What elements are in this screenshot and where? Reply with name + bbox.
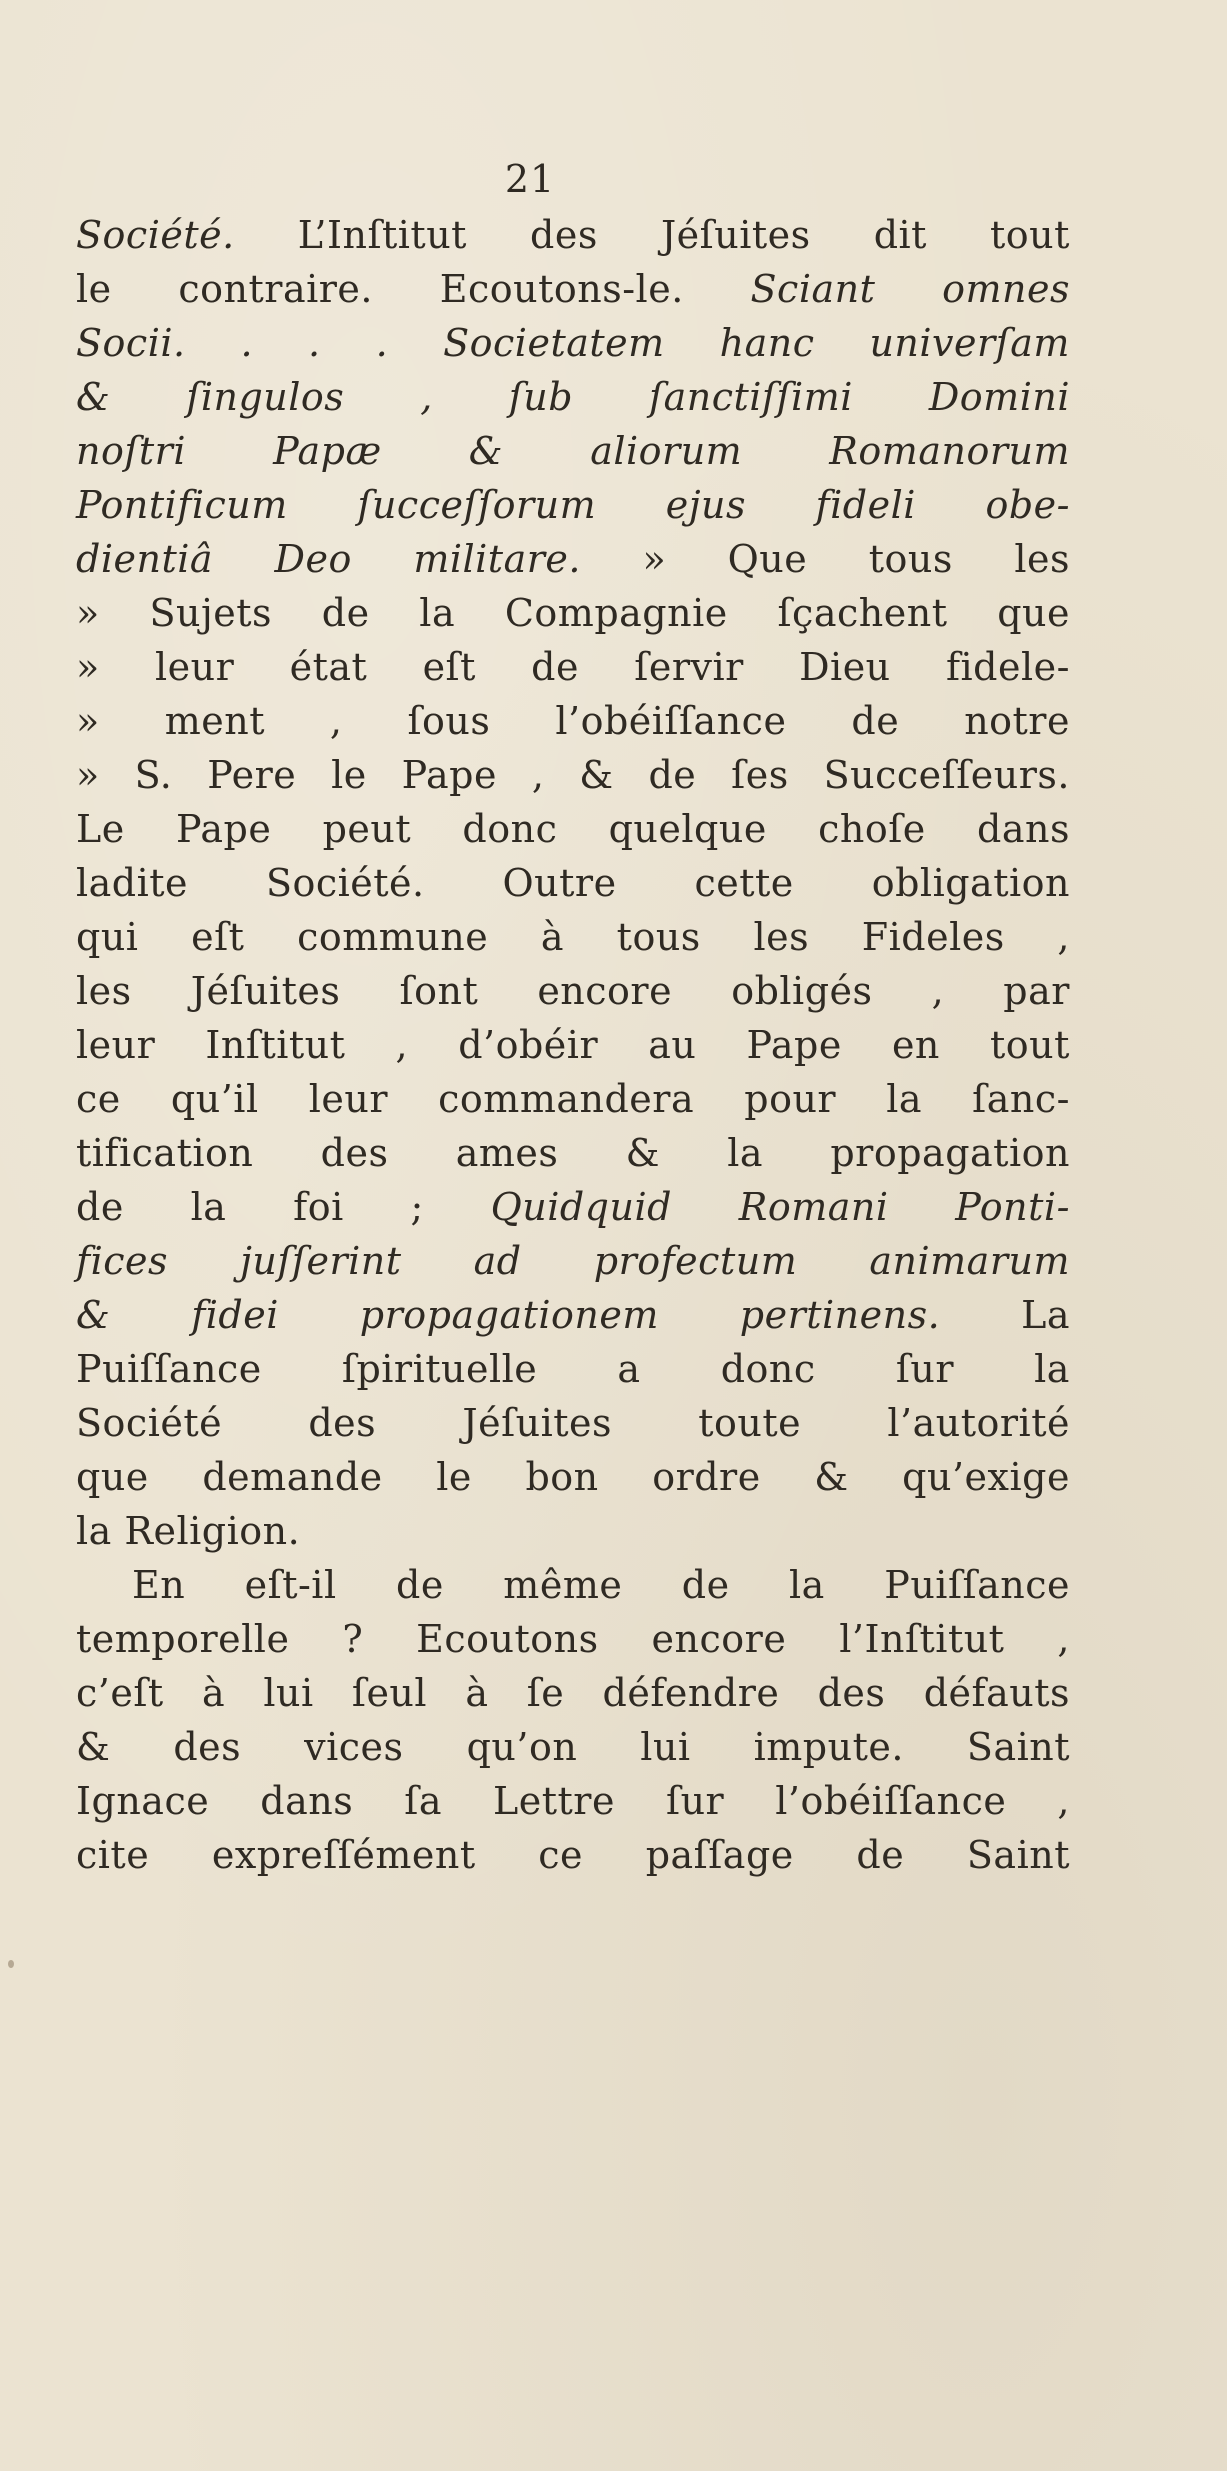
- word: temporelle: [76, 1617, 290, 1661]
- word: ſpirituelle: [341, 1347, 538, 1391]
- word: ,: [329, 699, 343, 743]
- word: Pontificum: [76, 483, 288, 527]
- word: noſtri: [76, 429, 187, 473]
- word: des: [817, 1671, 886, 1715]
- word: le: [436, 1455, 472, 1499]
- word: de: [681, 1563, 730, 1607]
- word: de: [531, 645, 579, 689]
- word: ſes: [731, 753, 789, 797]
- word: qui: [76, 915, 139, 959]
- word: encore: [537, 969, 673, 1013]
- word: expreſſément: [211, 1833, 476, 1877]
- word: Le: [76, 807, 125, 851]
- word: Saint: [966, 1833, 1070, 1877]
- word: .: [308, 321, 321, 365]
- word: qu’exige: [902, 1455, 1070, 1499]
- word: &: [468, 429, 504, 473]
- word: Societatem: [443, 321, 665, 365]
- word: Fideles: [861, 915, 1005, 959]
- word: omnes: [942, 267, 1070, 311]
- word: impute.: [753, 1725, 904, 1769]
- text-line: [76, 1234, 1070, 1288]
- word: défauts: [923, 1671, 1070, 1715]
- word: dientiâ: [76, 537, 214, 581]
- word: ſa: [404, 1779, 443, 1823]
- word: tout: [990, 1023, 1070, 1067]
- word: qu’on: [466, 1725, 578, 1769]
- word: fidei: [191, 1293, 279, 1337]
- word: donc: [720, 1347, 816, 1391]
- word: Jéſuites: [660, 213, 811, 257]
- word: choſe: [818, 807, 926, 851]
- word: Pape: [175, 807, 272, 851]
- text-line: [76, 964, 1070, 1018]
- word: ,: [531, 753, 545, 797]
- text-line: [76, 748, 1070, 802]
- word: ſur: [895, 1347, 955, 1391]
- word: qu’il: [170, 1077, 259, 1121]
- word: l’obéiſſance: [775, 1779, 1007, 1823]
- word: Succeſſeurs.: [823, 753, 1070, 797]
- text-line: [76, 1612, 1070, 1666]
- text-line: [76, 1342, 1070, 1396]
- word: de: [321, 591, 370, 635]
- word: la: [886, 1077, 923, 1121]
- text-line: [76, 262, 1070, 316]
- word: des: [320, 1131, 389, 1175]
- word: en: [891, 1023, 940, 1067]
- word: d’obéir: [458, 1023, 599, 1067]
- text-line: [76, 1072, 1070, 1126]
- word: obligés: [731, 969, 873, 1013]
- word: tous: [616, 915, 701, 959]
- word: encore: [651, 1617, 787, 1661]
- word: »: [76, 645, 100, 689]
- text-line: [76, 370, 1070, 424]
- word: au: [648, 1023, 697, 1067]
- word: contraire.: [178, 267, 373, 311]
- word: Romani: [738, 1185, 889, 1229]
- word: de: [856, 1833, 905, 1877]
- text-line: [76, 1504, 1070, 1558]
- word: lui: [640, 1725, 691, 1769]
- word: Pape: [401, 753, 497, 797]
- text-line: [76, 1396, 1070, 1450]
- word: leur: [308, 1077, 388, 1121]
- word: tout: [990, 213, 1070, 257]
- word: c’eſt: [76, 1671, 164, 1715]
- word: Jéſuites: [462, 1401, 613, 1445]
- word: de: [76, 1185, 124, 1229]
- word: de: [851, 699, 900, 743]
- word: ſanctiſſimi: [649, 375, 853, 419]
- word: la: [789, 1563, 825, 1607]
- word: par: [1003, 969, 1070, 1013]
- word: les: [753, 915, 810, 959]
- word: Puiſſance: [76, 1347, 262, 1391]
- word: ſucceſſorum: [357, 483, 597, 527]
- text-line: [76, 1450, 1070, 1504]
- word: demande: [202, 1455, 383, 1499]
- text-line: [76, 316, 1070, 370]
- word: ſous: [407, 699, 491, 743]
- word: que: [76, 1455, 149, 1499]
- page-number: 21: [504, 157, 556, 201]
- word: Compagnie: [504, 591, 728, 635]
- word: ſervir: [634, 645, 744, 689]
- word: eſt: [191, 915, 245, 959]
- word: des: [308, 1401, 377, 1445]
- word: ames: [455, 1131, 559, 1175]
- word: militare.: [413, 537, 581, 581]
- word: à: [201, 1671, 226, 1715]
- word: notre: [964, 699, 1070, 743]
- word: &: [814, 1455, 849, 1499]
- text-line: [76, 1180, 1070, 1234]
- word: cette: [694, 861, 794, 905]
- word: »: [76, 753, 100, 797]
- word: lui: [263, 1671, 314, 1715]
- word: ſingulos: [186, 375, 345, 419]
- word: l’obéiſſance: [555, 699, 787, 743]
- word: S.: [134, 753, 173, 797]
- word: Ecoutons: [416, 1617, 599, 1661]
- word: Quidquid: [490, 1185, 672, 1229]
- word: la: [1034, 1347, 1070, 1391]
- word: Lettre: [493, 1779, 615, 1823]
- word: Romanorum: [829, 429, 1070, 473]
- word: la: [727, 1131, 764, 1175]
- word: »: [642, 537, 667, 581]
- word: En: [132, 1563, 186, 1607]
- word: même: [503, 1563, 623, 1607]
- word: cite: [76, 1833, 150, 1877]
- word: ad: [473, 1239, 522, 1283]
- word: pour: [744, 1077, 837, 1121]
- word: &: [625, 1131, 660, 1175]
- word: Puiſſance: [884, 1563, 1070, 1607]
- word: l’Inſtitut: [839, 1617, 1005, 1661]
- word: à: [540, 915, 565, 959]
- word: eſt-il: [244, 1563, 337, 1607]
- word: &: [579, 753, 614, 797]
- word: a: [617, 1347, 641, 1391]
- word: toute: [698, 1401, 802, 1445]
- word: Pere: [207, 753, 297, 797]
- word: &: [76, 1725, 111, 1769]
- text-line: [76, 1558, 1070, 1612]
- text-line: [76, 478, 1070, 532]
- word: ejus: [665, 483, 746, 527]
- word: ſont: [399, 969, 479, 1013]
- word: .: [375, 321, 389, 365]
- word: ce: [76, 1077, 121, 1121]
- text-line: [76, 208, 1070, 262]
- word: Deo: [274, 537, 352, 581]
- word: Ignace: [76, 1779, 210, 1823]
- word: à: [465, 1671, 489, 1715]
- word: ,: [931, 969, 945, 1013]
- word: l’autorité: [887, 1401, 1070, 1445]
- word: ,: [420, 375, 433, 419]
- word: des: [530, 213, 598, 257]
- word: fidele-: [945, 645, 1070, 689]
- word: La: [1021, 1293, 1070, 1337]
- text-line: [76, 1828, 1070, 1882]
- word: état: [289, 645, 368, 689]
- word: Que: [727, 537, 808, 581]
- text-line: [76, 856, 1070, 910]
- body-text: [76, 208, 1070, 1882]
- word: »: [76, 699, 100, 743]
- word: Socii.: [76, 321, 186, 365]
- word: la: [190, 1185, 227, 1229]
- word: Pape: [746, 1023, 842, 1067]
- word: de: [648, 753, 697, 797]
- text-line: [76, 424, 1070, 478]
- word: Société: [76, 1401, 223, 1445]
- text-line: [76, 1774, 1070, 1828]
- word: fideli: [815, 483, 916, 527]
- word: les: [1014, 537, 1070, 581]
- word: univerſam: [869, 321, 1070, 365]
- word: &: [76, 375, 111, 419]
- word: Inſtitut: [205, 1023, 346, 1067]
- word: commune: [297, 915, 489, 959]
- word: tification: [76, 1131, 254, 1175]
- word: hanc: [719, 321, 815, 365]
- word: de: [396, 1563, 444, 1607]
- word: juſſerint: [240, 1239, 402, 1283]
- word: la: [419, 591, 456, 635]
- word: bon: [525, 1455, 599, 1499]
- word: ladite: [76, 861, 189, 905]
- text-line: [76, 1288, 1070, 1342]
- word: ,: [1057, 1617, 1070, 1661]
- word: dit: [873, 213, 927, 257]
- word: Société.: [76, 213, 235, 257]
- word: ſub: [508, 375, 574, 419]
- word: commandera: [438, 1077, 695, 1121]
- text-line: [76, 586, 1070, 640]
- word: donc: [462, 807, 558, 851]
- word: »: [76, 591, 100, 635]
- word: ,: [1057, 915, 1070, 959]
- word: L’Inſtitut: [297, 213, 467, 257]
- word: ;: [410, 1185, 424, 1229]
- word: Outre: [502, 861, 617, 905]
- word: obe-: [985, 483, 1070, 527]
- word: ſçachent: [777, 591, 948, 635]
- word: tous: [868, 537, 953, 581]
- word: ſe: [526, 1671, 565, 1715]
- word: foi: [293, 1185, 344, 1229]
- text-line: [76, 532, 1070, 586]
- text-line: [76, 1666, 1070, 1720]
- word: Société.: [265, 861, 425, 905]
- word: Papæ: [273, 429, 382, 473]
- word: leur: [155, 645, 235, 689]
- word: paſſage: [645, 1833, 794, 1877]
- word: ſur: [666, 1779, 725, 1823]
- word: propagationem: [359, 1293, 659, 1337]
- word: ſeul: [351, 1671, 428, 1715]
- word: dans: [977, 807, 1070, 851]
- word: ,: [1057, 1779, 1070, 1823]
- word: obligation: [871, 861, 1070, 905]
- word: aliorum: [590, 429, 743, 473]
- word: Saint: [966, 1725, 1070, 1769]
- word: Domini: [928, 375, 1070, 419]
- word: leur: [76, 1023, 156, 1067]
- word: propagation: [830, 1131, 1070, 1175]
- word: ?: [342, 1617, 364, 1661]
- text-line: [76, 1018, 1070, 1072]
- word: ,: [395, 1023, 409, 1067]
- word: Ponti-: [955, 1185, 1070, 1229]
- word: le: [331, 753, 367, 797]
- word: vices: [304, 1725, 404, 1769]
- word: Ecoutons-le.: [439, 267, 684, 311]
- word: des: [173, 1725, 242, 1769]
- word: Sujets: [149, 591, 273, 635]
- word: Jéſuites: [190, 969, 341, 1013]
- word: animarum: [869, 1239, 1070, 1283]
- word: eſt: [422, 645, 476, 689]
- text-line: [76, 640, 1070, 694]
- word: défendre: [602, 1671, 780, 1715]
- text-line: [76, 1720, 1070, 1774]
- word: ment: [164, 699, 265, 743]
- word: Sciant: [750, 267, 876, 311]
- text-line: [76, 694, 1070, 748]
- word: dans: [260, 1779, 354, 1823]
- text-line: [76, 802, 1070, 856]
- word: ordre: [652, 1455, 761, 1499]
- text-line: [76, 910, 1070, 964]
- word: que: [997, 591, 1070, 635]
- word: peut: [322, 807, 412, 851]
- word: profectum: [593, 1239, 798, 1283]
- paper-speck: [8, 1960, 14, 1968]
- word: fices: [76, 1239, 168, 1283]
- word: .: [240, 321, 254, 365]
- word: pertinens.: [739, 1293, 941, 1337]
- word: &: [76, 1293, 111, 1337]
- text-segment: la Religion.: [76, 1509, 301, 1553]
- word: ce: [538, 1833, 584, 1877]
- word: le: [76, 267, 112, 311]
- word: ſanc-: [972, 1077, 1070, 1121]
- text-line: [76, 1126, 1070, 1180]
- word: quelque: [608, 807, 767, 851]
- word: Dieu: [799, 645, 891, 689]
- word: les: [76, 969, 132, 1013]
